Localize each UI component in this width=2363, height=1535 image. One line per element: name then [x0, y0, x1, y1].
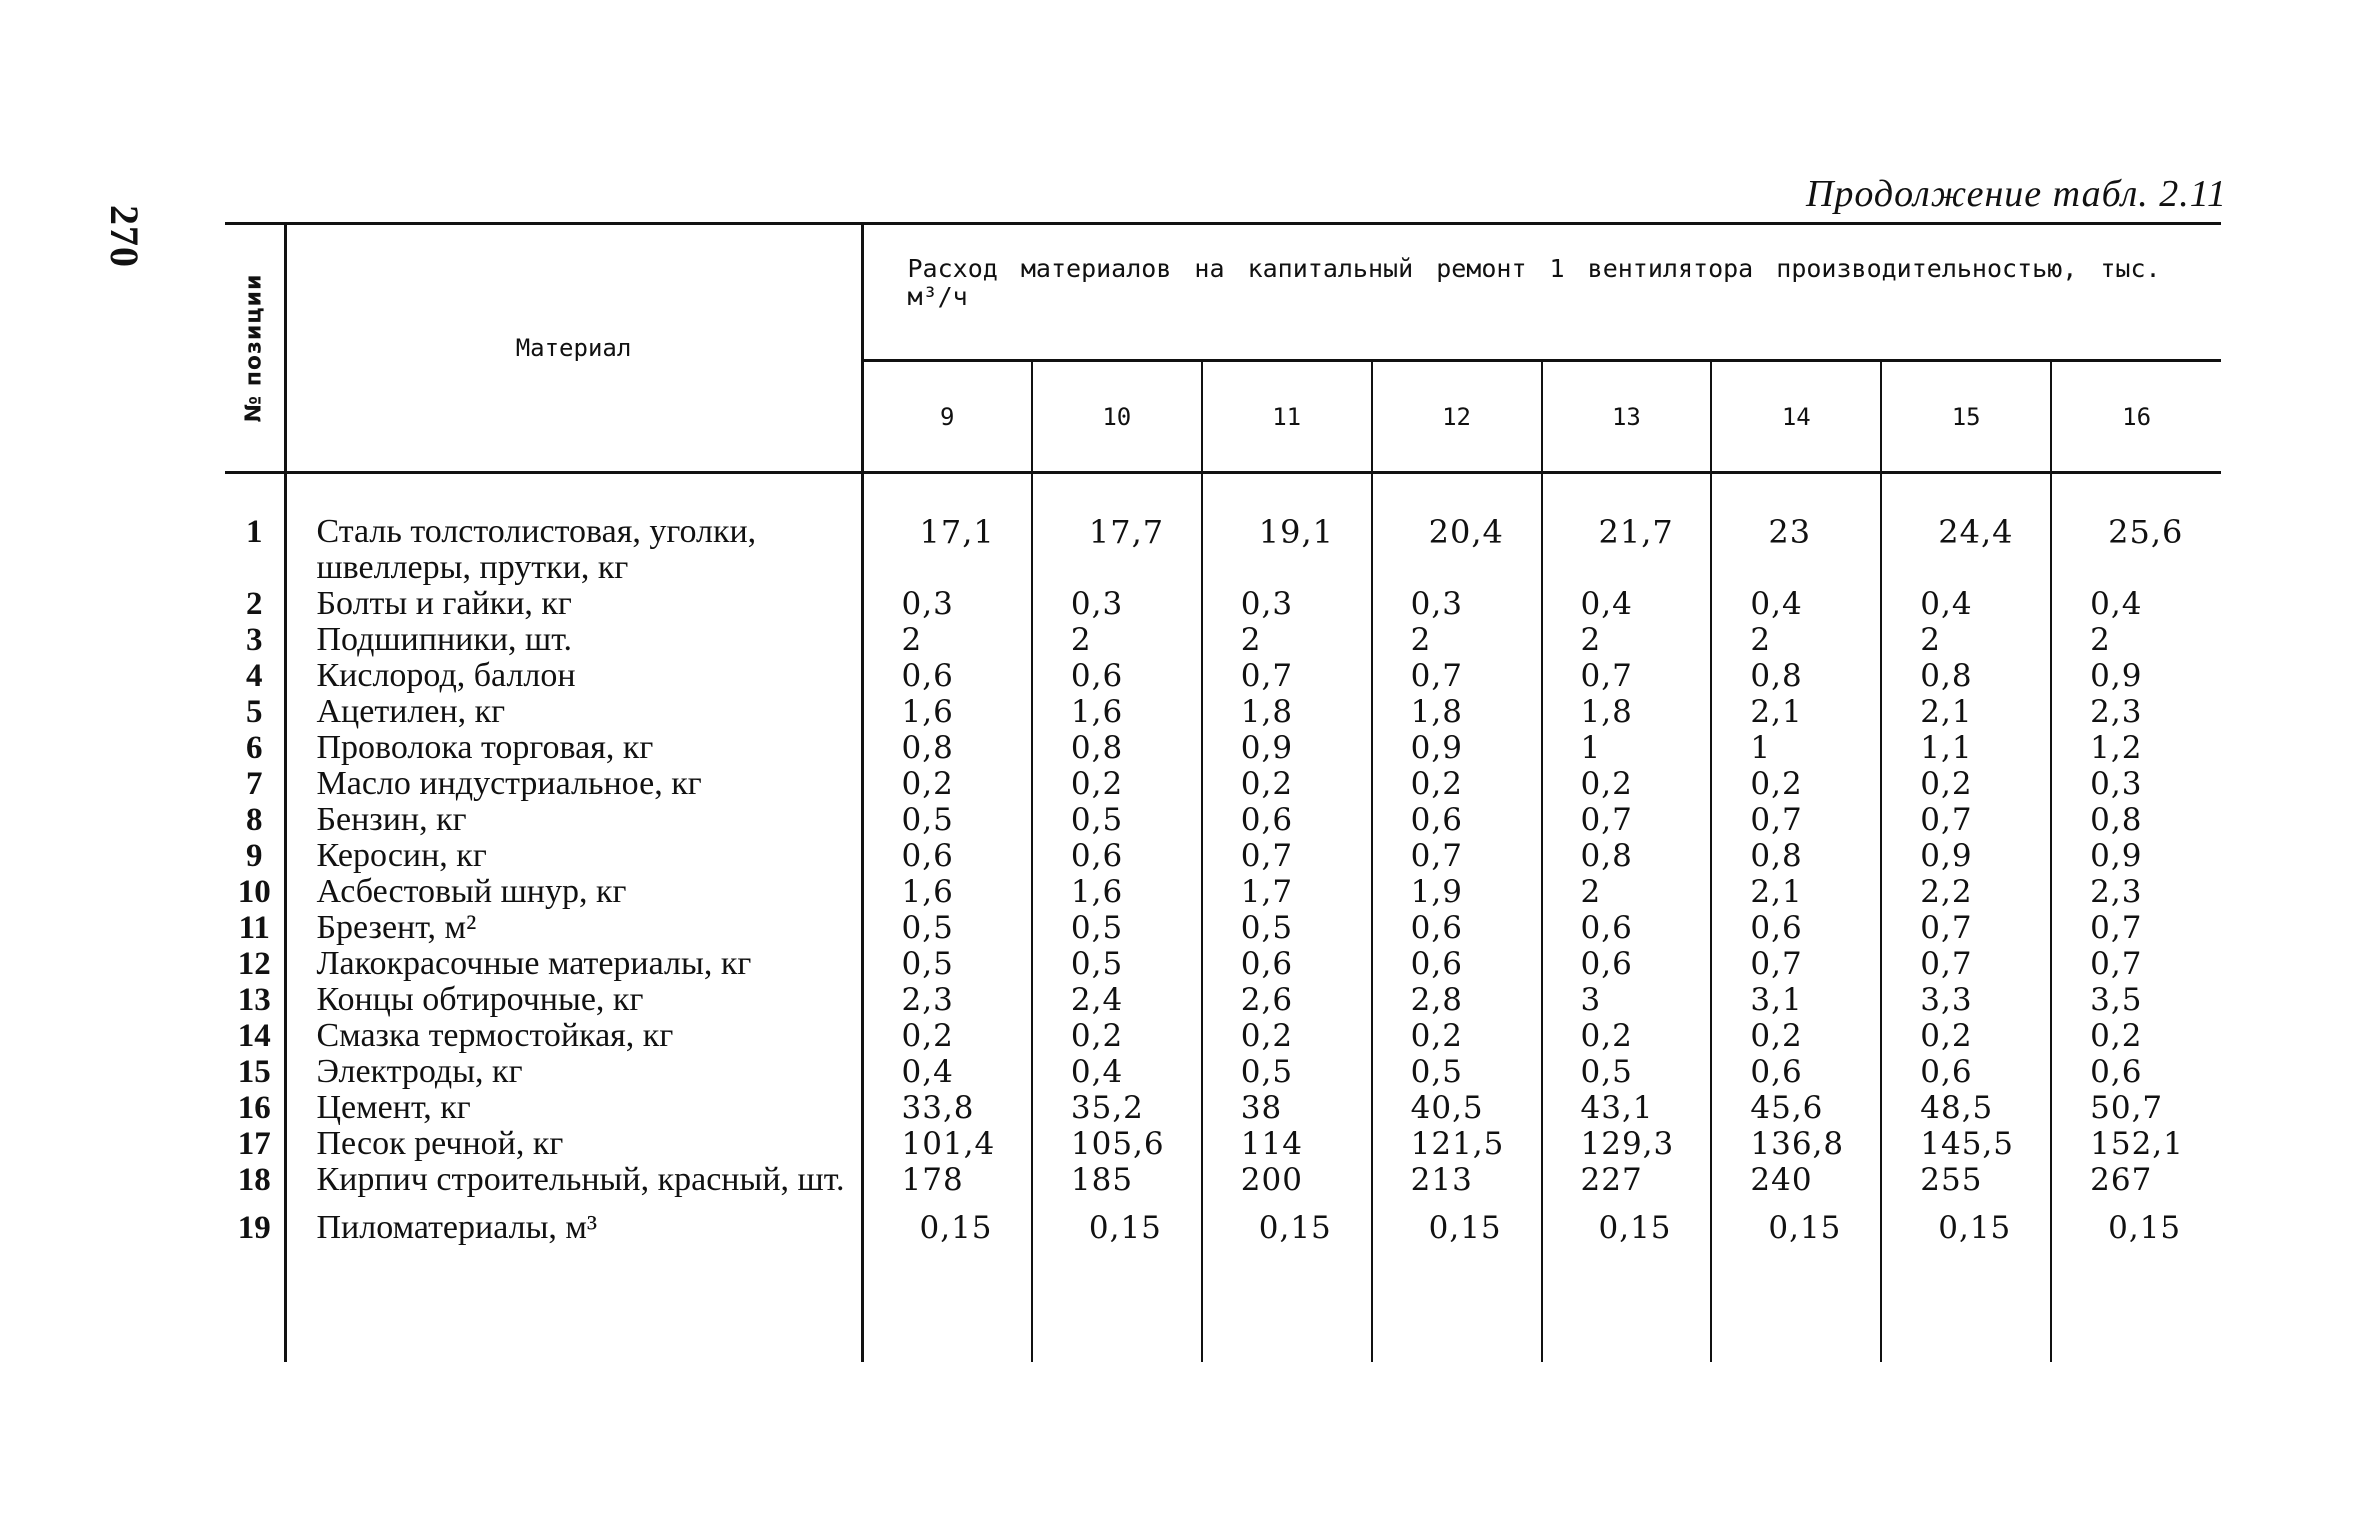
row-value-cell: 0,6 — [1202, 802, 1372, 838]
table-row — [225, 586, 2221, 622]
table-body — [225, 473, 2221, 1363]
row-value-cell: 1,7 — [1202, 874, 1372, 910]
row-value-cell: 136,8 — [1711, 1126, 1881, 1162]
row-value-cell: 0,7 — [1881, 802, 2051, 838]
row-value-cell: 0,7 — [1542, 802, 1712, 838]
row-value-cell: 0,5 — [862, 910, 1032, 946]
row-value-cell: 0,3 — [1032, 586, 1202, 622]
row-position-number: 15 — [225, 1054, 285, 1090]
table-row — [225, 1090, 2221, 1126]
row-value-cell: 0,6 — [862, 838, 1032, 874]
header-capacity-14: 14 — [1711, 361, 1881, 473]
row-value-cell: 0,7 — [1372, 838, 1542, 874]
row-value-cell: 121,5 — [1372, 1126, 1542, 1162]
row-value-cell: 1,6 — [1032, 694, 1202, 730]
row-position-number: 10 — [225, 874, 285, 910]
header-capacity-15: 15 — [1881, 361, 2051, 473]
row-value-cell: 1,6 — [1032, 874, 1202, 910]
row-position-number: 9 — [225, 838, 285, 874]
row-value-cell: 2 — [1711, 622, 1881, 658]
row-value-cell: 0,6 — [1372, 946, 1542, 982]
row-value-cell: 2 — [1032, 622, 1202, 658]
filler-cell — [1372, 1246, 1542, 1362]
row-value-cell: 0,8 — [1881, 658, 2051, 694]
row-value-cell: 1,6 — [862, 694, 1032, 730]
row-value-cell: 0,6 — [1881, 1054, 2051, 1090]
row-value-cell: 1,9 — [1372, 874, 1542, 910]
row-value-cell: 0,3 — [2090, 766, 2143, 802]
table-row — [225, 838, 2221, 874]
row-value-cell: 2,3 — [2090, 694, 2143, 730]
row-value-cell: 101,4 — [862, 1126, 1032, 1162]
row-value-cell: 3,5 — [2090, 982, 2143, 1018]
row-value-cell: 0,7 — [2090, 946, 2143, 982]
row-position-number: 8 — [225, 802, 285, 838]
row-value-cell: 3,1 — [1711, 982, 1881, 1018]
page-number: 270 — [102, 205, 147, 268]
row-value-cell: 43,1 — [1542, 1090, 1712, 1126]
row-value-cell: 2,4 — [1032, 982, 1202, 1018]
row-material-name: Смазка термостойкая, кг — [285, 1018, 862, 1054]
row-value-cell: 0,7 — [1372, 658, 1542, 694]
row-value-cell: 0,7 — [1881, 946, 2051, 982]
row-value-cell: 0,7 — [1202, 658, 1372, 694]
row-value-cell: 0,6 — [1542, 910, 1712, 946]
row-value-cell: 2,1 — [1711, 694, 1881, 730]
row-value-cell: 45,6 — [1711, 1090, 1881, 1126]
table-row — [225, 473, 2221, 587]
row-value-cell: 0,15 — [1881, 1198, 2051, 1246]
row-value-cell: 0,9 — [2090, 838, 2143, 874]
row-value-cell: 0,8 — [1542, 838, 1712, 874]
row-value-cell: 0,5 — [862, 946, 1032, 982]
row-value-cell: 0,2 — [1881, 1018, 2051, 1054]
table-row — [225, 946, 2221, 982]
row-position-number: 1 — [225, 473, 285, 587]
table-caption: Продолжение табл. 2.11 — [1805, 173, 2227, 215]
row-value-cell: 2,3 — [862, 982, 1032, 1018]
row-value-cell: 0,8 — [2090, 802, 2143, 838]
row-value-cell: 0,7 — [1711, 946, 1881, 982]
row-value-cell: 0,5 — [1542, 1054, 1712, 1090]
table-filler-row — [225, 1246, 2221, 1362]
row-value-cell: 145,5 — [1881, 1126, 2051, 1162]
table-row — [225, 658, 2221, 694]
row-value-cell: 0,6 — [1372, 802, 1542, 838]
table-row — [225, 1126, 2221, 1162]
header-capacity-13: 13 — [1542, 361, 1712, 473]
materials-table — [225, 222, 2221, 1362]
row-value-cell: 105,6 — [1032, 1126, 1202, 1162]
row-material-name: Керосин, кг — [285, 838, 862, 874]
row-value-cell: 1,6 — [862, 874, 1032, 910]
row-value-cell: 0,6 — [1032, 658, 1202, 694]
row-value-cell: 0,6 — [862, 658, 1032, 694]
table-row — [225, 1198, 2221, 1246]
row-value-cell: 35,2 — [1032, 1090, 1202, 1126]
row-value-cell: 0,8 — [1032, 730, 1202, 766]
row-value-cell: 114 — [1202, 1126, 1372, 1162]
row-value-cell: 0,2 — [1542, 1018, 1712, 1054]
row-value-cell: 129,3 — [1542, 1126, 1712, 1162]
row-position-number: 4 — [225, 658, 285, 694]
row-position-number: 5 — [225, 694, 285, 730]
row-value-cell: 0,7 — [1542, 658, 1712, 694]
filler-cell — [1542, 1246, 1712, 1362]
row-value-cell: 200 — [1202, 1162, 1372, 1198]
row-value-cell: 33,8 — [862, 1090, 1032, 1126]
row-value-cell: 0,15 — [1372, 1198, 1542, 1246]
row-value-cell: 1 — [1542, 730, 1712, 766]
row-value-cell: 3 — [1542, 982, 1712, 1018]
row-value-cell: 227 — [1542, 1162, 1712, 1198]
row-value-cell: 0,6 — [1372, 910, 1542, 946]
row-value-cell: 24,4 — [1881, 473, 2051, 587]
row-value-cell: 0,6 — [1711, 910, 1881, 946]
row-value-cell: 0,6 — [2090, 1054, 2143, 1090]
row-position-number: 13 — [225, 982, 285, 1018]
row-value-cell: 0,6 — [1542, 946, 1712, 982]
row-value-cell: 0,3 — [862, 586, 1032, 622]
table-row — [225, 1162, 2221, 1198]
filler-cell — [1032, 1246, 1202, 1362]
row-value-cell: 3,3 — [1881, 982, 2051, 1018]
row-value-cell: 2 — [1542, 874, 1712, 910]
row-material-name: Ацетилен, кг — [285, 694, 862, 730]
row-value-cell: 2 — [2090, 622, 2111, 658]
row-position-number: 11 — [225, 910, 285, 946]
row-position-number: 18 — [225, 1162, 285, 1198]
row-material-name: Сталь толстолистовая, уголки, швеллеры, прутки, кг — [285, 473, 862, 587]
row-value-cell: 1,8 — [1372, 694, 1542, 730]
row-value-cell: 0,3 — [1372, 586, 1542, 622]
table-row — [225, 622, 2221, 658]
filler-cell — [285, 1246, 862, 1362]
row-material-name: Подшипники, шт. — [285, 622, 862, 658]
row-value-cell: 40,5 — [1372, 1090, 1542, 1126]
row-material-name: Болты и гайки, кг — [285, 586, 862, 622]
row-value-cell: 0,15 — [862, 1198, 1032, 1246]
row-value-cell: 0,2 — [1202, 1018, 1372, 1054]
row-value-cell: 0,2 — [1711, 1018, 1881, 1054]
row-value-cell: 0,15 — [1711, 1198, 1881, 1246]
filler-cell — [1711, 1246, 1881, 1362]
row-value-cell: 0,5 — [1032, 946, 1202, 982]
row-value-cell: 2 — [1542, 622, 1712, 658]
row-value-cell: 0,8 — [1711, 658, 1881, 694]
row-material-name: Бензин, кг — [285, 802, 862, 838]
row-value-cell: 213 — [1372, 1162, 1542, 1198]
row-position-number: 14 — [225, 1018, 285, 1054]
row-value-cell: 0,4 — [1881, 586, 2051, 622]
row-value-cell: 267 — [2090, 1162, 2153, 1198]
header-capacity-9: 9 — [862, 361, 1032, 473]
row-material-name: Цемент, кг — [285, 1090, 862, 1126]
row-material-name: Брезент, м² — [285, 910, 862, 946]
row-value-cell: 0,7 — [1881, 910, 2051, 946]
filler-cell — [862, 1246, 1032, 1362]
row-value-cell: 178 — [862, 1162, 1032, 1198]
row-value-cell: 255 — [1881, 1162, 2051, 1198]
row-value-cell: 2 — [1372, 622, 1542, 658]
row-value-cell: 0,9 — [1881, 838, 2051, 874]
row-value-cell: 0,4 — [1542, 586, 1712, 622]
table-row — [225, 730, 2221, 766]
row-material-name: Лакокрасочные материалы, кг — [285, 946, 862, 982]
table-row — [225, 874, 2221, 910]
row-value-cell: 0,6 — [1032, 838, 1202, 874]
row-value-cell: 0,4 — [2090, 586, 2143, 622]
row-value-cell: 0,15 — [1202, 1198, 1372, 1246]
row-value-cell: 0,2 — [1032, 766, 1202, 802]
row-value-cell: 0,5 — [1032, 802, 1202, 838]
row-value-cell: 185 — [1032, 1162, 1202, 1198]
filler-cell — [2051, 1246, 2221, 1362]
row-position-number: 6 — [225, 730, 285, 766]
row-value-cell: 0,4 — [862, 1054, 1032, 1090]
row-value-cell: 0,2 — [2090, 1018, 2143, 1054]
row-value-cell: 2,2 — [1881, 874, 2051, 910]
row-value-cell: 0,5 — [1202, 1054, 1372, 1090]
row-material-name: Масло индустриальное, кг — [285, 766, 862, 802]
row-value-cell: 0,4 — [1711, 586, 1881, 622]
row-value-cell: 0,6 — [1711, 1054, 1881, 1090]
row-value-cell: 2,8 — [1372, 982, 1542, 1018]
row-value-cell: 17,7 — [1032, 473, 1202, 587]
row-material-name: Электроды, кг — [285, 1054, 862, 1090]
row-value-cell: 2 — [1202, 622, 1372, 658]
row-position-number: 7 — [225, 766, 285, 802]
row-value-cell: 240 — [1711, 1162, 1881, 1198]
row-value-cell: 0,5 — [862, 802, 1032, 838]
table-header — [225, 224, 2221, 473]
table-row — [225, 1054, 2221, 1090]
row-value-cell: 0,2 — [862, 1018, 1032, 1054]
row-value-cell: 21,7 — [1542, 473, 1712, 587]
row-value-cell: 0,4 — [1032, 1054, 1202, 1090]
row-position-number: 2 — [225, 586, 285, 622]
row-material-name: Песок речной, кг — [285, 1126, 862, 1162]
row-value-cell: 0,7 — [1202, 838, 1372, 874]
row-value-cell: 2,1 — [1711, 874, 1881, 910]
row-value-cell: 1,1 — [1881, 730, 2051, 766]
row-value-cell: 1 — [1711, 730, 1881, 766]
row-position-number: 17 — [225, 1126, 285, 1162]
row-value-cell: 0,5 — [1032, 910, 1202, 946]
row-value-cell: 0,2 — [1542, 766, 1712, 802]
row-material-name: Кирпич строительный, красный, шт. — [285, 1162, 862, 1198]
row-material-name: Пиломатериалы, м³ — [285, 1198, 862, 1246]
row-value-cell: 1,8 — [1542, 694, 1712, 730]
row-value-cell: 0,2 — [1372, 1018, 1542, 1054]
row-position-number: 16 — [225, 1090, 285, 1126]
row-value-cell: 0,8 — [1711, 838, 1881, 874]
row-value-cell: 0,2 — [1202, 766, 1372, 802]
row-position-number: 19 — [225, 1198, 285, 1246]
row-value-cell: 50,7 — [2090, 1090, 2164, 1126]
row-value-cell: 0,7 — [1711, 802, 1881, 838]
row-value-cell: 2 — [1881, 622, 2051, 658]
table-row — [225, 910, 2221, 946]
row-value-cell: 2,6 — [1202, 982, 1372, 1018]
table-row — [225, 694, 2221, 730]
row-material-name: Асбестовый шнур, кг — [285, 874, 862, 910]
row-value-cell: 0,15 — [1542, 1198, 1712, 1246]
table-row — [225, 982, 2221, 1018]
filler-cell — [225, 1246, 285, 1362]
row-value-cell: 0,7 — [2090, 910, 2143, 946]
row-value-cell: 0,9 — [1202, 730, 1372, 766]
header-capacity-10: 10 — [1032, 361, 1202, 473]
header-capacity-11: 11 — [1202, 361, 1372, 473]
row-value-cell: 0,9 — [2090, 658, 2143, 694]
row-value-cell: 38 — [1202, 1090, 1372, 1126]
row-value-cell: 2,3 — [2090, 874, 2143, 910]
row-value-cell: 0,2 — [1881, 766, 2051, 802]
table-row — [225, 766, 2221, 802]
row-value-cell: 25,6 — [2108, 513, 2184, 551]
row-value-cell: 0,2 — [862, 766, 1032, 802]
filler-cell — [1881, 1246, 2051, 1362]
row-value-cell: 0,2 — [1372, 766, 1542, 802]
filler-cell — [1202, 1246, 1372, 1362]
row-value-cell: 19,1 — [1202, 473, 1372, 587]
row-value-cell: 0,5 — [1202, 910, 1372, 946]
row-value-cell: 0,15 — [2108, 1210, 2182, 1246]
row-value-cell: 152,1 — [2090, 1126, 2184, 1162]
header-capacity-12: 12 — [1372, 361, 1542, 473]
row-value-cell: 1,8 — [1202, 694, 1372, 730]
row-position-number: 3 — [225, 622, 285, 658]
row-value-cell: 0,3 — [1202, 586, 1372, 622]
header-group: Расход материалов на капитальный ремонт 1 вентилятора производительностью, тыс. м³/ч — [862, 224, 2221, 361]
table-row — [225, 802, 2221, 838]
header-material: Материал — [285, 224, 862, 473]
row-value-cell: 23 — [1711, 473, 1881, 587]
row-value-cell: 0,9 — [1372, 730, 1542, 766]
row-material-name: Кислород, баллон — [285, 658, 862, 694]
row-material-name: Концы обтирочные, кг — [285, 982, 862, 1018]
materials-table-container — [225, 222, 2221, 1362]
row-value-cell: 0,5 — [1372, 1054, 1542, 1090]
header-capacity-16: 16 — [2051, 361, 2221, 473]
row-value-cell: 0,15 — [1032, 1198, 1202, 1246]
header-position — [225, 224, 285, 473]
row-value-cell: 2,1 — [1881, 694, 2051, 730]
row-value-cell: 0,6 — [1202, 946, 1372, 982]
row-value-cell: 0,2 — [1032, 1018, 1202, 1054]
row-value-cell: 1,2 — [2090, 730, 2143, 766]
header-position-label: № позиции — [241, 273, 267, 423]
row-value-cell: 20,4 — [1372, 473, 1542, 587]
row-value-cell: 0,2 — [1711, 766, 1881, 802]
row-value-cell: 17,1 — [862, 473, 1032, 587]
row-value-cell: 48,5 — [1881, 1090, 2051, 1126]
row-material-name: Проволока торговая, кг — [285, 730, 862, 766]
row-value-cell: 2 — [862, 622, 1032, 658]
row-position-number: 12 — [225, 946, 285, 982]
table-row — [225, 1018, 2221, 1054]
row-value-cell: 0,8 — [862, 730, 1032, 766]
